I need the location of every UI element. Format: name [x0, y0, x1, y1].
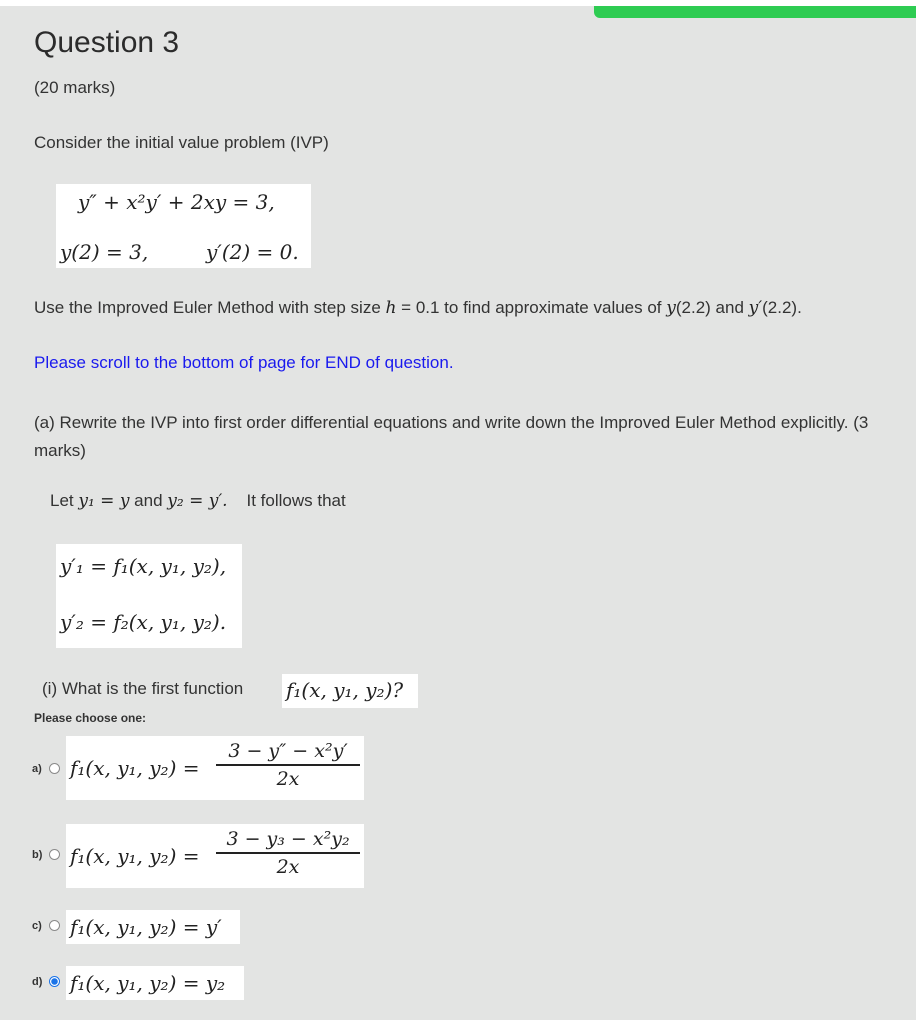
y-value-text: (2.2) and [675, 298, 749, 317]
ivp-initial-y: y(2) = 3, [60, 240, 149, 264]
system-eq-2: y′₂ = f₂(x, y₁, y₂). [60, 610, 227, 634]
option-d-letter: d) [32, 976, 43, 988]
method-prefix: Use the Improved Euler Method with step size [34, 298, 386, 317]
option-c-expression: f₁(x, y₁, y₂) = y′ [70, 915, 222, 939]
step-size-symbol: h [385, 298, 397, 318]
y-symbol: y [666, 298, 676, 318]
let-and: and [129, 491, 168, 510]
option-a-denominator: 2x [276, 767, 300, 790]
method-instruction [34, 298, 802, 318]
option-a-formula[interactable] [66, 736, 364, 800]
option-a-fraction-bar [216, 764, 360, 766]
option-d-expression: f₁(x, y₁, y₂) = y₂ [70, 971, 226, 995]
ivp-ode: y″ + x²y′ + 2xy = 3, [78, 190, 275, 214]
part-a-text: (a) Rewrite the IVP into first order differential equations and write down the Improved Euler Method explicitly. (3 marks) [34, 413, 869, 460]
method-mid: = 0.1 to find approximate values of [396, 298, 667, 317]
let-prefix: Let [50, 491, 79, 510]
system-eq-1: y′₁ = f₁(x, y₁, y₂), [60, 554, 227, 578]
option-b-numerator: 3 − y₃ − x²y₂ [226, 828, 350, 850]
sub-question-i: (i) What is the first function [42, 679, 244, 698]
choose-label: Please choose one: [34, 711, 147, 725]
ivp-initial-yprime: y′(2) = 0. [206, 240, 299, 264]
option-b-denominator: 2x [276, 855, 300, 878]
option-a-numerator: 3 − y″ − x²y′ [228, 740, 348, 762]
option-d-formula[interactable] [66, 966, 244, 1000]
option-d-radio[interactable] [49, 976, 60, 987]
option-b-fraction [216, 828, 360, 878]
option-a-radio[interactable] [49, 763, 60, 774]
f1-function-label [282, 674, 418, 708]
yprime-value-text: (2.2). [762, 298, 802, 317]
yprime-symbol: y′ [748, 298, 763, 318]
let-suffix: It follows that [227, 491, 346, 510]
scroll-note: Please scroll to the bottom of page for END of question. [34, 353, 454, 372]
system-equations [56, 544, 242, 648]
question-marks: (20 marks) [34, 78, 116, 97]
option-a-letter: a) [32, 763, 42, 775]
option-b-radio[interactable] [49, 849, 60, 860]
f1-function-text: f₁(x, y₁, y₂)? [286, 678, 404, 702]
option-b-fraction-bar [216, 852, 360, 854]
progress-bar [594, 6, 916, 18]
option-b-letter: b) [32, 849, 43, 861]
question-title: Question 3 [34, 26, 180, 59]
option-a-lhs: f₁(x, y₁, y₂) = [70, 756, 200, 780]
substitution-text [50, 491, 346, 511]
option-c-formula[interactable] [66, 910, 240, 944]
option-c-letter: c) [32, 920, 42, 932]
option-c-radio[interactable] [49, 920, 60, 931]
intro-text: Consider the initial value problem (IVP) [34, 133, 329, 152]
option-b-lhs: f₁(x, y₁, y₂) = [70, 844, 200, 868]
ivp-equations [56, 184, 311, 268]
y2-def: y₂ = y′. [167, 491, 228, 511]
option-b-formula[interactable] [66, 824, 364, 888]
option-a-fraction [216, 740, 360, 790]
y1-def: y₁ = y [78, 491, 130, 511]
question-panel [0, 6, 916, 1020]
